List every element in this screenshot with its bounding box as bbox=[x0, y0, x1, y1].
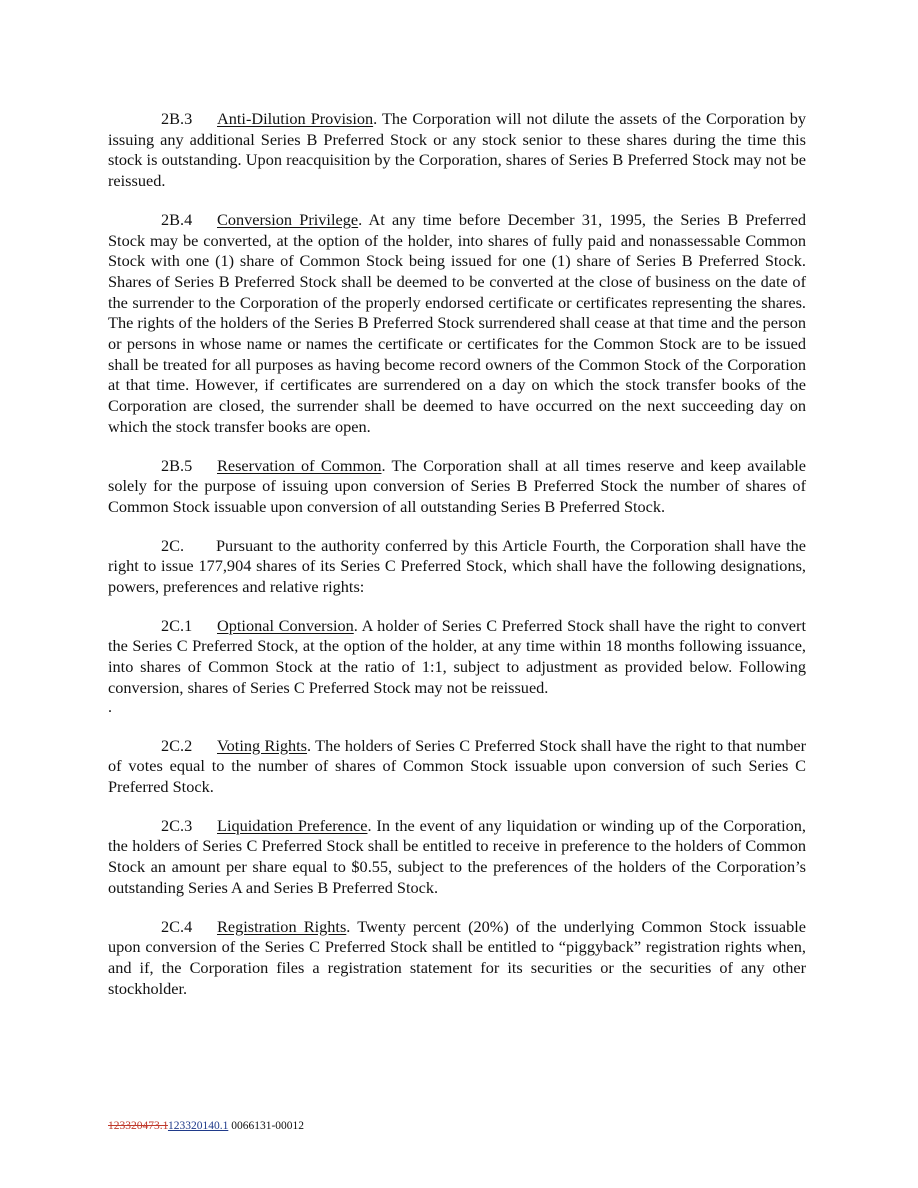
paragraph-2c3 bbox=[108, 816, 806, 899]
paragraph-2c4 bbox=[108, 917, 806, 1000]
section-body: . The holders of Series C Preferred Stock shall have the right to that number of votes equal to the number of shares of Common Stock issuable upon conversion of such Series C Preferred Stock. bbox=[108, 735, 806, 796]
section-number: 2C.2 bbox=[161, 735, 193, 755]
stray-mark: . bbox=[108, 698, 112, 716]
section-heading: Anti-Dilution Provision bbox=[217, 109, 374, 128]
paragraph-2b5 bbox=[108, 456, 806, 518]
section-number: 2B.4 bbox=[161, 209, 193, 229]
section-number: 2B.3 bbox=[161, 109, 193, 128]
section-number: 2C. bbox=[161, 535, 185, 555]
section-heading: Voting Rights bbox=[217, 735, 308, 755]
section-body: . A holder of Series C Preferred Stock shall have the right to convert the Series C Preferred Stock, at the option of the holder, at any time within 18 months following issuance, into shares of Common Stock at the ratio of 1:1, subject to adjustment as provided below. Following conversion, shares of Series C Preferred Stock may not be reissued. bbox=[108, 615, 806, 697]
section-heading: Reservation of Common bbox=[217, 455, 382, 475]
section-body: . The Corporation will not dilute the assets of the Corporation by issuing any additional Series B Preferred Stock or any stock senior to these shares during the time this stock is outstanding. Upon reacquisition by the Corporation, shares of Series B Preferred Stock may not be reissued. bbox=[108, 109, 806, 191]
section-number: 2C.1 bbox=[161, 615, 193, 635]
section-number: 2C.4 bbox=[161, 916, 193, 936]
paragraph-2c1 bbox=[108, 616, 806, 699]
section-body: . Twenty percent (20%) of the underlying Common Stock issuable upon conversion of the Series C Preferred Stock shall be entitled to “piggyback” registration rights when, and if, the Corporation files a registration statement for its securities or the securities of any other stockholder. bbox=[108, 916, 806, 998]
deleted-doc-id: 123320473.1 bbox=[108, 1120, 168, 1132]
document-page bbox=[108, 109, 806, 999]
paragraph-2c bbox=[108, 536, 806, 598]
section-heading: Registration Rights bbox=[217, 916, 347, 936]
section-heading: Conversion Privilege bbox=[217, 209, 359, 229]
section-number: 2B.5 bbox=[161, 455, 193, 475]
paragraph-2c2 bbox=[108, 736, 806, 798]
section-body: Pursuant to the authority conferred by this Article Fourth, the Corporation shall have the right to issue 177,904 shares of its Series C Preferred Stock, which shall have the following designations, powers, preferences and relative rights: bbox=[108, 535, 806, 597]
section-number: 2C.3 bbox=[161, 815, 193, 835]
section-heading: Optional Conversion bbox=[217, 615, 354, 635]
inserted-doc-id: 123320140.1 bbox=[167, 1120, 229, 1132]
paragraph-2b3 bbox=[108, 109, 806, 192]
section-body: . At any time before December 31, 1995, the Series B Preferred Stock may be converted, at the option of the holder, into shares of fully paid and nonassessable Common Stock with one (1) share of Common Stock being issued for one (1) share of Series B Preferred Stock. Shares of Series B Preferred Stock shall be deemed to be converted at the close of business on the date of the surrender to the Corporation of the properly endorsed certificate or certificates representing the shares. The rights of the holders of the Series B Preferred Stock surrendered shall cease at that time and the person or persons in whose name or names the certificate or certificates for the Common Stock are to be issued shall be treated for all purposes as having become record owners of the Common Stock of the Corporation at that time. However, if certificates are surrendered on a day on which the stock transfer books of the Corporation are closed, the surrender shall be deemed to have occurred on the next succeeding day on which the stock transfer books are open. bbox=[108, 209, 806, 436]
doc-number: 0066131-00012 bbox=[228, 1120, 305, 1132]
section-body: . In the event of any liquidation or winding up of the Corporation, the holders of Series C Preferred Stock shall be entitled to receive in preference to the holders of Common Stock an amount per share equal to $0.55, subject to the preferences of the holders of the Corporation’s outstanding Series A and Series B Preferred Stock. bbox=[108, 815, 807, 897]
paragraph-2b4 bbox=[108, 210, 806, 438]
document-footer-id bbox=[108, 1119, 304, 1133]
section-body: . The Corporation shall at all times reserve and keep available solely for the purpose of issuing upon conversion of Series B Preferred Stock the number of shares of Common Stock issuable upon conversion of all outstanding Series B Preferred Stock. bbox=[108, 455, 807, 516]
section-heading: Liquidation Preference bbox=[217, 815, 368, 835]
